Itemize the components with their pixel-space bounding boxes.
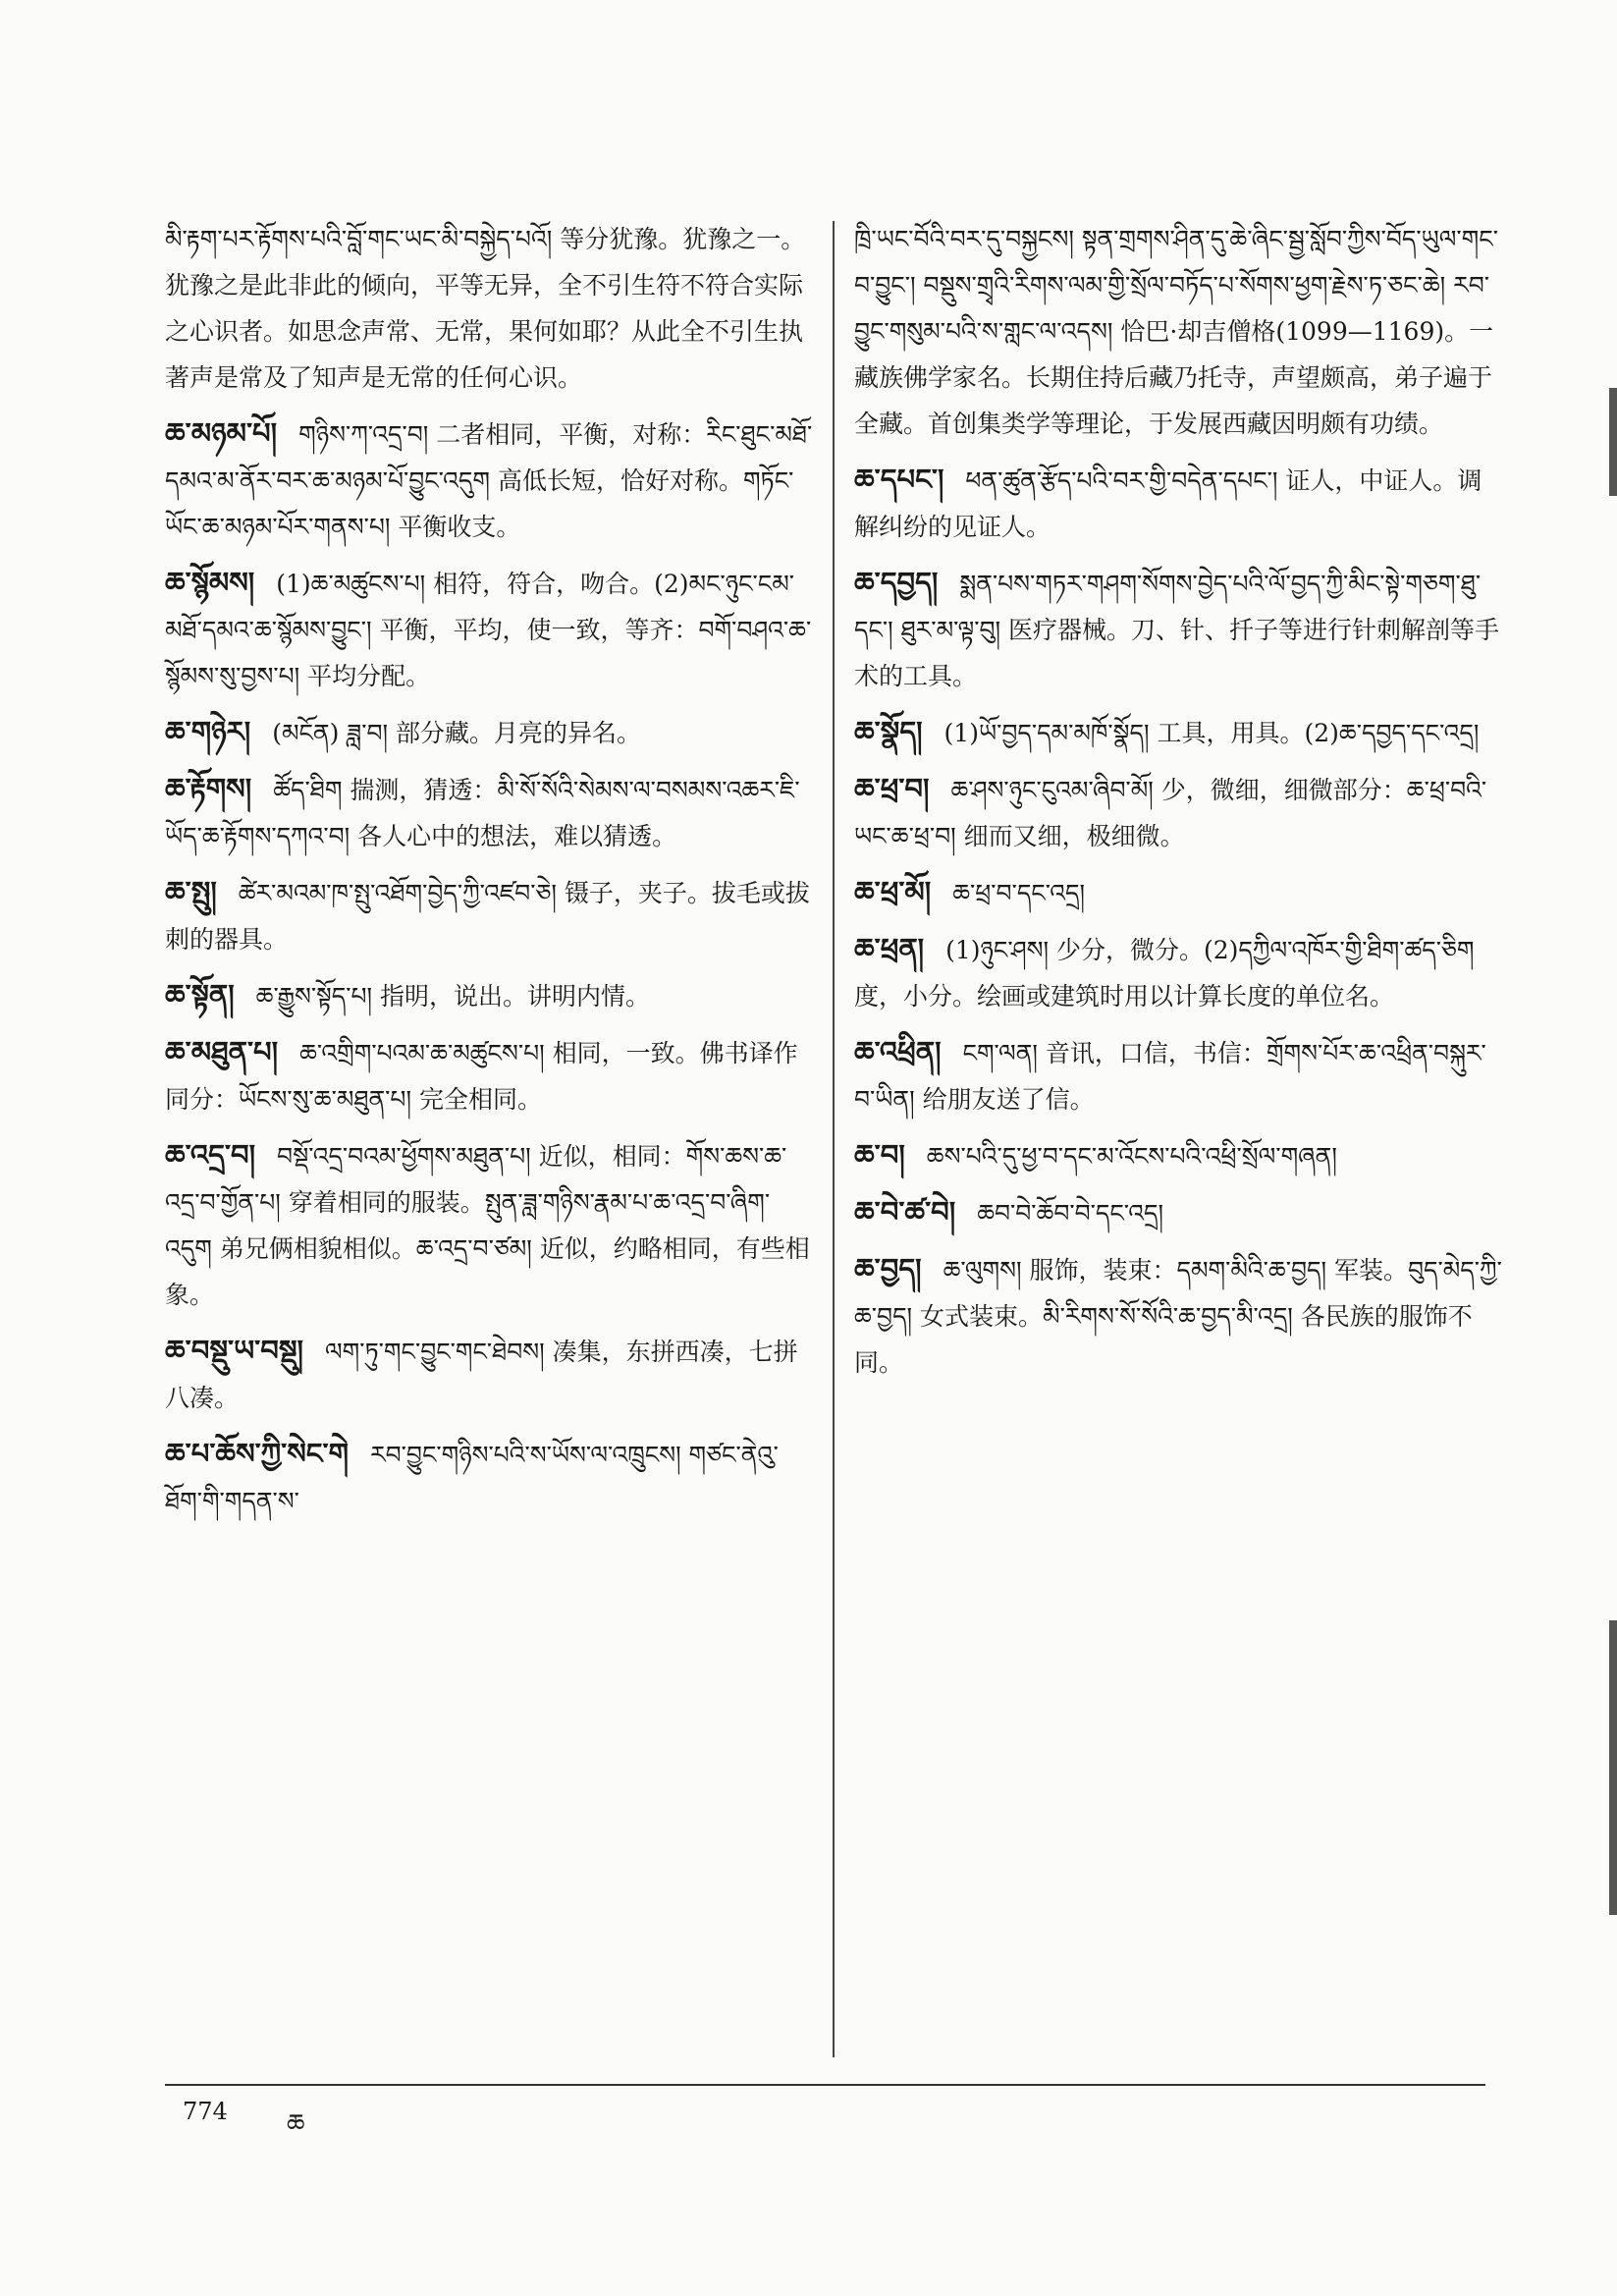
definition: (1)ཉུང་ཤས། 少分，微分。(2)དཀྱིལ་འཁོར་གྱི་ཐིག་ཚད་ཅིག 度，小分。绘画或建筑时用以计算长度的单位名。 [854,936,1475,1011]
definition: ཆས་པའི་དུ་ཕྱ་བ་དང་མ་འོངས་པའི་འཕྲི་སྲོལ་གཞན། [926,1142,1337,1171]
definition: ཕན་ཚུན་རྩོད་པའི་བར་གྱི་བདེན་དཔང་། 证人，中证人。调解纠纷的见证人。 [854,466,1482,541]
definition: མི་རྟག་པར་རྟོགས་པའི་བློ་གང་ཡང་མི་བསྐྱེད་པའོ། 等分犹豫。犹豫之一。犹豫之是此非此的倾向，平等无异，全不引生符不符合实际之心识者。如思念声常、无常，果何如耶？从此全不引生执著声是常及了知声是无常的任何心识。 [165,225,806,392]
dictionary-entry [165,1132,813,1318]
dictionary-entry [165,972,813,1019]
definition: ཁྲི་ཡང་བོའི་བར་དུ་བསྐྱངས། སྟན་གྲགས་ཤིན་དུ་ཆེ་ཞིང་སྦྱ་སློབ་ཀྱིས་བོད་ཡུལ་གང་བ་བྱུང་། བསྡུས་གྲྭའི་རིགས་ལམ་གྱི་སྲོལ་བཏོད་པ་སོགས་ཕྱག་རྗེས་ཏ་ཅང་ཆེ། རབ་བྱུང་གསུམ་པའི་ས་གླང་ལ་འདས། 恰巴·却吉僧格(1099—1169)。一藏族佛学家名。长期住持后藏乃托寺，声望颇高，弟子遍于全藏。首创集类学等理论，于发展西藏因明颇有功绩。 [854,225,1498,438]
headword: ཆ་མཉམ་པོ། [165,416,278,450]
section-letter: ཆ [287,2109,305,2139]
dictionary-entry [165,1029,813,1122]
dictionary-entry [854,216,1502,447]
dictionary-entry [165,216,813,401]
dictionary-entry [854,1132,1502,1179]
dictionary-entry [165,560,813,699]
definition: ངག་ལན། 音讯，口信，书信：གྲོགས་པོར་ཆ་འཕྲིན་བསྐུར་བ་ཡིན། 给朋友送了信。 [854,1039,1486,1114]
headword: ཆ་བེ་ཚ་བེ། [854,1195,956,1229]
headword: ཆ་བསྡུ་ཡ་བསྡུ། [165,1334,303,1367]
definition: སྨན་པས་གཏར་གཤག་སོགས་བྱེད་པའི་ལོ་བྱད་ཀྱི་མིང་སྟེ་གཅག་ཐུ་དང་། ཐུར་མ་ལྟ་བུ། 医疗器械。刀、针、扦子等进行针刺解剖等手术的工具。 [854,570,1500,690]
definition: ཆ་འགྲིག་པའམ་ཆ་མཚུངས་པ། 相同，一致。佛书译作同分：ཡོངས་སུ་ཆ་མཐུན་པ། 完全相同。 [165,1039,798,1114]
left-column [165,216,813,1534]
definition: གཉིས་ཀ་འདྲ་བ། 二者相同，平衡，对称：རིང་ཐུང་མཐོ་དམའ་མ་ནོར་བར་ཆ་མཉམ་པོ་བྱུང་འདུག 高低长短，恰好对称。གཏོང་ཡོང་ཆ་མཉམ་པོར་གནས་པ། 平衡收支。 [165,420,813,541]
page-number: 774 [183,2098,228,2125]
definition: ཚོད་ཐིག 揣测，猜透：མི་སོ་སོའི་སེམས་ལ་བསམས་འཆར་ཇི་ཡོད་ཆ་རྟོགས་དཀའ་བ། 各人心中的想法，难以猜透。 [165,776,800,850]
definition: རབ་བྱུང་གཉིས་པའི་ས་ཡོས་ལ་འཁྲུངས། གཙང་ནེའུ་ཐོག་གི་གདན་ས་ [165,1441,779,1515]
headword: ཆ་སྙོམས། [165,566,255,599]
definition: བསྡོ་འདྲ་བའམ་ཕྱོགས་མཐུན་པ། 近似，相同：གོས་ཆས་ཆ་འདྲ་བ་གྱོན་པ། 穿着相同的服装。སྤུན་ཟླ་གཉིས་རྣམ་པ་ཆ་འདྲ་བ་ཞིག་འདུག 弟兄俩相貌相似。ཆ་འདྲ་བ་ཙམ། 近似，约略相同，有些相象。 [165,1142,810,1309]
headword: ཆ་བ། [854,1138,905,1172]
dictionary-entry [165,709,813,756]
definition: (1)ཡོ་བྱད་དམ་མཁོ་སྣོད། 工具，用具。(2)ཆ་དབྱད་དང་འདྲ། [943,719,1480,747]
dictionary-entry [165,869,813,962]
dictionary-entry [854,457,1502,550]
dictionary-entry [854,869,1502,916]
headword: ཆ་སྣོད། [854,715,923,748]
dictionary-entry [854,560,1502,699]
headword: ཆ་ཕྲ་མོ། [854,875,932,908]
headword: ཆ་རྟོགས། [165,772,252,805]
headword: ཆ་དབྱད། [854,566,939,599]
headword: ཆ་དཔང་། [854,463,944,496]
column-divider [833,221,835,2057]
headword: ཆ་སྟོན། [165,978,235,1011]
dictionary-entry [854,766,1502,859]
dictionary-entry [165,1328,813,1421]
dictionary-entry [854,1246,1502,1386]
dictionary-entry [854,926,1502,1019]
dictionary-entry [854,709,1502,756]
headword: ཆ་ཕྲ་བ། [854,772,930,805]
dictionary-entry [165,766,813,859]
definition: ཆབ་བེ་ཆོབ་བེ་དང་འདྲ། [977,1199,1164,1228]
definition: ཚེར་མའམ་ཁ་སྤུ་འཐོག་བྱེད་ཀྱི་འཛབ་ཅེ། 镊子，夹子。拔毛或拔刺的器具。 [165,879,810,954]
dictionary-entry [854,1189,1502,1236]
dictionary-entry [165,1431,813,1524]
margin-mark [1609,388,1617,496]
headword: ཆ་གཉེར། [165,715,251,748]
headword: ཆ་པ་ཆོས་ཀྱི་སེང་གེ [165,1437,350,1470]
headword: ཆ་ཕྲན། [854,932,925,965]
definition: ལག་ཏུ་གང་བྱུང་གང་ཐེབས། 凑集，东拼西凑，七拼八凑。 [165,1338,798,1412]
definition: ཆ་ལུགས། 服饰，装束：དམག་མིའི་ཆ་བྱད། 军装。བུད་མེད་ཀྱི་ཆ་བྱད། 女式装束。མི་རིགས་སོ་སོའི་ཆ་བྱད་མི་འདྲ། 各民族的服饰不同。 [854,1256,1502,1377]
headword: ཆ་འཕྲིན། [854,1035,942,1068]
definition: (མངོན) ཟླ་བ། 部分藏。月亮的异名。 [272,719,642,747]
definition: ཆ་རྒྱུས་སྟོད་པ། 指明，说出。讲明内情。 [255,982,651,1011]
margin-mark [1609,1620,1617,1915]
footer-rule [165,2084,1485,2086]
definition: ཆ་ཕྲ་བ་དང་འདྲ། [952,879,1085,907]
definition: ཆ་ཤས་ཉུང་ངུའམ་ཞིབ་མོ། 少，微细，细微部分：ཆ་ཕྲ་བའི་ཡང་ཆ་ཕྲ་བ། 细而又细，极细微。 [854,776,1487,850]
headword: ཆ་མཐུན་པ། [165,1035,279,1068]
headword: ཆ་བྱད། [854,1252,922,1285]
headword: ཆ་འདྲ་བ། [165,1138,256,1172]
dictionary-entry [165,410,813,550]
right-column [854,216,1502,1395]
headword: ཆ་སྤུ། [165,875,217,908]
definition: (1)ཆ་མཚུངས་པ། 相符，符合，吻合。(2)མང་ཉུང་ངམ་མཐོ་དམའ་ཆ་སྙོམས་བྱུང་། 平衡，平均，使一致，等齐：བགོ་བཤའ་ཆ་སྙོམས་སུ་བྱས་པ། 平均分配。 [165,570,812,690]
dictionary-entry [854,1029,1502,1122]
